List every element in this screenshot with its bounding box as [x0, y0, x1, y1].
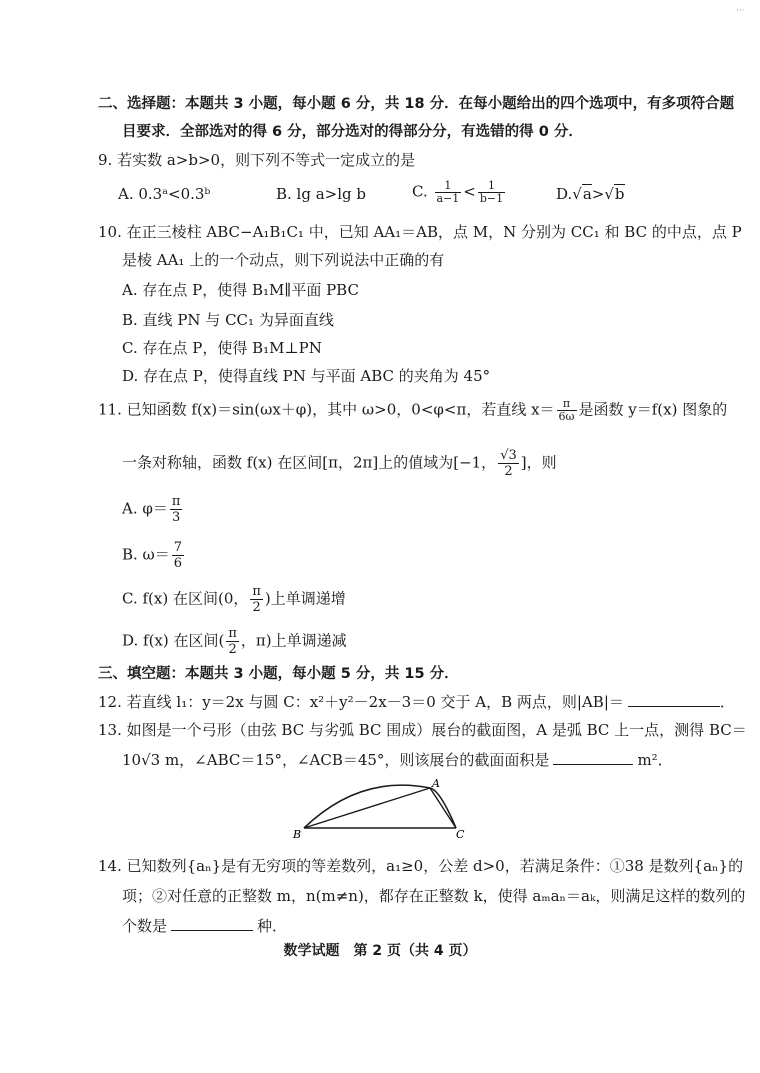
q11-option-d — [122, 626, 347, 657]
q11-a-den: 3 — [172, 510, 181, 525]
q11-d-num: π — [228, 626, 237, 641]
q9-option-b: B. lg a>lg b — [276, 185, 367, 203]
q11-line2-part2: ]，则 — [520, 453, 557, 472]
q11-option-b — [122, 540, 186, 571]
figure-label-c: C — [456, 828, 465, 841]
figure-segment-ac — [430, 788, 456, 828]
q12-line — [98, 692, 735, 712]
q11-stem-line2 — [122, 448, 557, 479]
q11-line2-frac — [498, 448, 519, 479]
page-footer: 数学试题 第 2 页（共 4 页） — [283, 943, 477, 959]
figure-label-b: B — [293, 828, 302, 841]
q13-line1: 13. 如图是一个弓形（由弦 BC 与劣弧 BC 围成）展台的截面图，A 是弧 BC 上一点，测得 BC＝ — [98, 721, 747, 739]
figure-label-a: A — [432, 778, 440, 790]
q10-option-a: A. 存在点 P，使得 B₁M∥平面 PBC — [122, 281, 359, 299]
q14-answer-blank[interactable] — [171, 916, 253, 931]
q11-c-part1: C. f(x) 在区间(0， — [122, 589, 249, 608]
q14-line3-part1: 个数是 — [122, 917, 168, 935]
q13-line2-part1: 10√3 m，∠ABC＝15°，∠ACB＝45°，则该展台的截面面积是 — [122, 751, 550, 769]
q13-line2 — [122, 750, 673, 770]
q14-line2: 项；②对任意的正整数 m，n(m≠n)，都存在正整数 k，使得 aₘaₙ＝aₖ，则满足这样的数列的 — [122, 887, 746, 905]
q9-stem: 9. 若实数 a>b>0，则下列不等式一定成立的是 — [98, 151, 416, 169]
q11-option-a — [122, 494, 184, 525]
q14-line3 — [122, 916, 287, 936]
q11-stem-frac-num: π — [557, 398, 577, 411]
q9-option-c-mid: < — [463, 182, 476, 201]
q10-option-d: D. 存在点 P，使得直线 PN 与平面 ABC 的夹角为 45° — [122, 367, 491, 385]
q9-option-c-frac2 — [478, 180, 505, 205]
q9-d-sqrt-b: b — [614, 185, 625, 203]
q12-answer-blank[interactable] — [628, 692, 720, 707]
q10-stem-line1: 10. 在正三棱柱 ABC−A₁B₁C₁ 中，已知 AA₁＝AB，点 M，N 分别为 CC₁ 和 BC 的中点，点 P — [98, 223, 742, 241]
q10-option-c: C. 存在点 P，使得 B₁M⊥PN — [122, 339, 322, 357]
q11-d-den: 2 — [228, 642, 237, 657]
q11-line2-frac-den: 2 — [504, 464, 513, 479]
q9-c-den1: a−1 — [436, 192, 460, 205]
q9-c-num1: 1 — [435, 180, 462, 193]
q11-b-den: 6 — [173, 556, 183, 571]
q11-a-label: A. φ＝ — [122, 499, 168, 518]
q11-d-frac — [226, 626, 239, 657]
q11-d-part2: ，π)上单调递减 — [240, 631, 347, 650]
q9-option-c-frac1 — [435, 180, 462, 205]
q13-answer-blank[interactable] — [553, 750, 633, 765]
q10-option-b: B. 直线 PN 与 CC₁ 为异面直线 — [122, 311, 334, 329]
q11-option-c — [122, 584, 346, 615]
q9-d-mid: > — [591, 185, 605, 203]
section3-heading: 三、填空题：本题共 3 小题，每小题 5 分，共 15 分． — [98, 666, 459, 682]
q9-option-c — [412, 180, 507, 205]
q11-c-den: 2 — [252, 600, 261, 615]
q11-b-frac — [172, 540, 184, 571]
q9-option-a: A. 0.3ᵃ<0.3ᵇ — [118, 185, 211, 203]
q9-option-c-label: C. — [412, 182, 428, 201]
q11-a-num: π — [171, 494, 181, 509]
q11-line2-part1: 一条对称轴，函数 f(x) 在区间[π，2π]上的值域为[−1， — [122, 453, 497, 472]
q11-stem-line1 — [98, 398, 727, 423]
segment-figure — [290, 778, 470, 844]
q13-unit: m²． — [637, 751, 673, 769]
q11-c-part2: )上单调递增 — [264, 589, 346, 608]
q11-b-label: B. ω＝ — [122, 545, 170, 564]
section2-heading-line1: 二、选择题：本题共 3 小题，每小题 6 分，共 18 分．在每小题给出的四个选项中，有多项符合题 — [98, 96, 735, 112]
q11-stem-frac-den: 6ω — [558, 410, 575, 423]
figure-arc — [304, 785, 456, 828]
q12-tail: ． — [719, 693, 735, 711]
q12-stem: 12. 若直线 l₁：y＝2x 与圆 C：x²＋y²－2x－3＝0 交于 A，B 两点，则|AB|＝ — [98, 693, 624, 711]
q11-c-num: π — [252, 584, 261, 599]
q9-c-den2: b−1 — [479, 192, 504, 205]
q10-stem-line2: 是棱 AA₁ 上的一个动点，则下列说法中正确的有 — [122, 251, 445, 269]
q14-line3-part2: 种． — [257, 917, 288, 935]
q11-c-frac — [250, 584, 263, 615]
q9-option-d: D.√a>√b — [556, 185, 625, 203]
section2-heading-line2: 目要求．全部选对的得 6 分，部分选对的得部分分，有选错的得 0 分． — [122, 124, 583, 140]
q11-stem-part1: 11. 已知函数 f(x)＝sin(ωx＋φ)，其中 ω>0，0<φ<π，若直线 x＝ — [98, 400, 555, 419]
q9-d-sqrt-a: a — [582, 185, 592, 203]
q11-stem-part2: 是函数 y＝f(x) 图象的 — [578, 400, 728, 419]
q11-a-frac — [170, 494, 183, 525]
figure-segment-ab — [304, 788, 430, 828]
q9-c-num2: 1 — [478, 180, 505, 193]
q14-line1: 14. 已知数列{aₙ}是有无穷项的等差数列，a₁≥0，公差 d>0，若满足条件：①38 是数列{aₙ}的 — [98, 857, 744, 875]
q11-b-num: 7 — [173, 540, 183, 555]
corner-mark: ··· — [736, 6, 745, 16]
q11-stem-frac — [557, 398, 577, 423]
q11-line2-frac-num: √3 — [500, 448, 517, 463]
q9-option-d-label: D. — [556, 185, 573, 203]
q11-d-part1: D. f(x) 在区间( — [122, 631, 225, 650]
